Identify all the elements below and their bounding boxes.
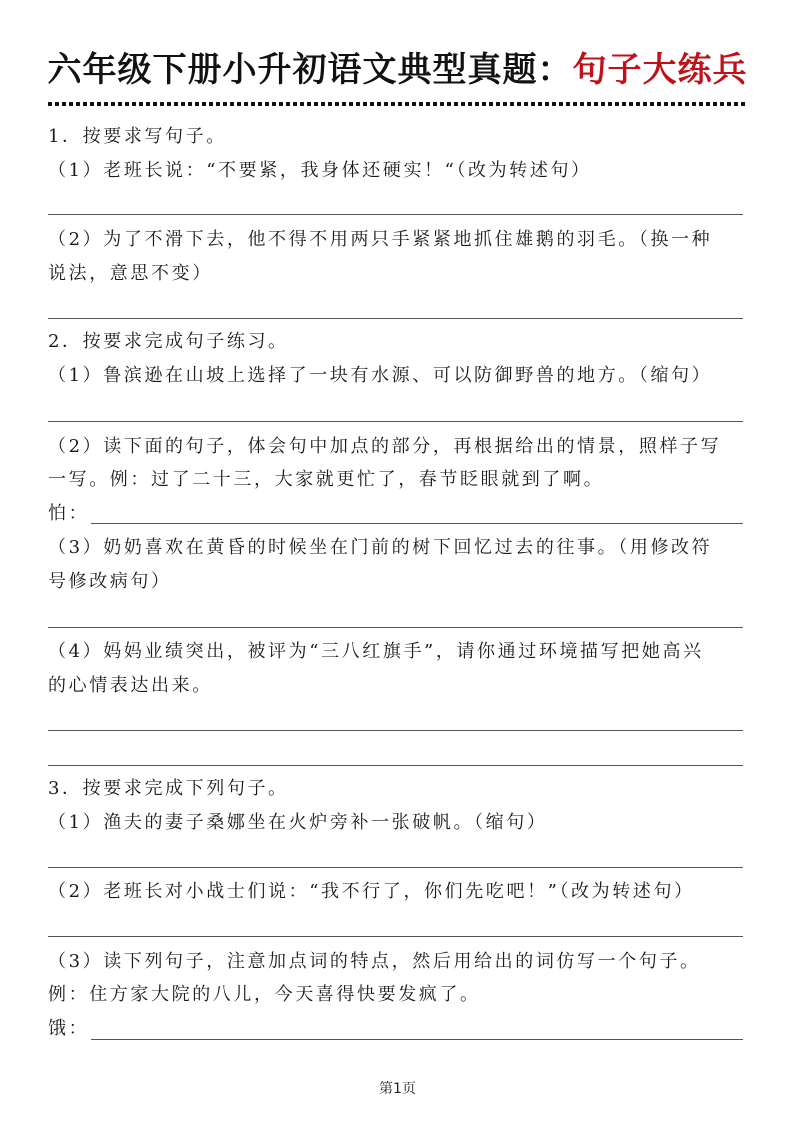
section-1-heading: 1．按要求写句子。	[48, 126, 227, 147]
answer-line-3-2[interactable]	[48, 936, 743, 937]
question-2-2-text-cont: 一写。例：过了二十三，大家就更忙了，春节眨眼就到了啊。	[48, 469, 605, 490]
question-2-2-answer-prefix: 怕：	[48, 503, 90, 524]
answer-line-2-2[interactable]	[91, 523, 743, 524]
dotted-divider	[48, 102, 748, 106]
section-2-heading: 2．按要求完成句子练习。	[48, 331, 289, 352]
page-title	[0, 48, 795, 92]
question-3-3-text: （3）读下列句子，注意加点词的特点，然后用给出的词仿写一个句子。	[48, 951, 701, 972]
question-3-2-text: （2）老班长对小战士们说：“我不行了，你们先吃吧！”（改为转述句）	[48, 881, 695, 902]
question-1-2-text-cont: 说法，意思不变）	[48, 263, 213, 284]
section-3-heading: 3．按要求完成下列句子。	[48, 778, 289, 799]
question-2-3-text-cont: 号修改病句）	[48, 571, 172, 592]
answer-line-2-3[interactable]	[48, 627, 743, 628]
answer-line-2-4a[interactable]	[48, 730, 743, 731]
answer-line-1-1[interactable]	[48, 214, 743, 215]
answer-line-2-1[interactable]	[48, 421, 743, 422]
question-3-1-text: （1）渔夫的妻子桑娜坐在火炉旁补一张破帆。（缩句）	[48, 812, 548, 833]
question-3-3-answer-prefix: 饿：	[48, 1018, 90, 1039]
question-2-4-text-cont: 的心情表达出来。	[48, 675, 213, 696]
question-1-2-text: （2）为了不滑下去，他不得不用两只手紧紧地抓住雄鹅的羽毛。（换一种	[48, 229, 713, 250]
answer-line-2-4b[interactable]	[48, 765, 743, 766]
page-number: 第1页	[379, 1081, 416, 1097]
answer-line-1-2[interactable]	[48, 318, 743, 319]
question-2-1-text: （1）鲁滨逊在山坡上选择了一块有水源、可以防御野兽的地方。（缩句）	[48, 365, 713, 386]
question-2-3-text: （3）奶奶喜欢在黄昏的时候坐在门前的树下回忆过去的往事。（用修改符	[48, 537, 713, 558]
title-main: 六年级下册小升初语文典型真题：	[47, 50, 573, 90]
question-2-2-text: （2）读下面的句子，体会句中加点的部分，再根据给出的情景，照样子写	[48, 436, 722, 457]
answer-line-3-1[interactable]	[48, 867, 743, 868]
answer-line-3-3[interactable]	[91, 1039, 743, 1040]
title-accent: 句子大练兵	[572, 50, 748, 90]
question-1-1-text: （1）老班长说：“不要紧，我身体还硬实！“（改为转述句）	[48, 160, 592, 181]
question-2-4-text: （4）妈妈业绩突出，被评为“三八红旗手”，请你通过环境描写把她高兴	[48, 641, 704, 662]
question-3-3-text-cont: 例：住方家大院的八儿，今天喜得快要发疯了。	[48, 984, 481, 1005]
